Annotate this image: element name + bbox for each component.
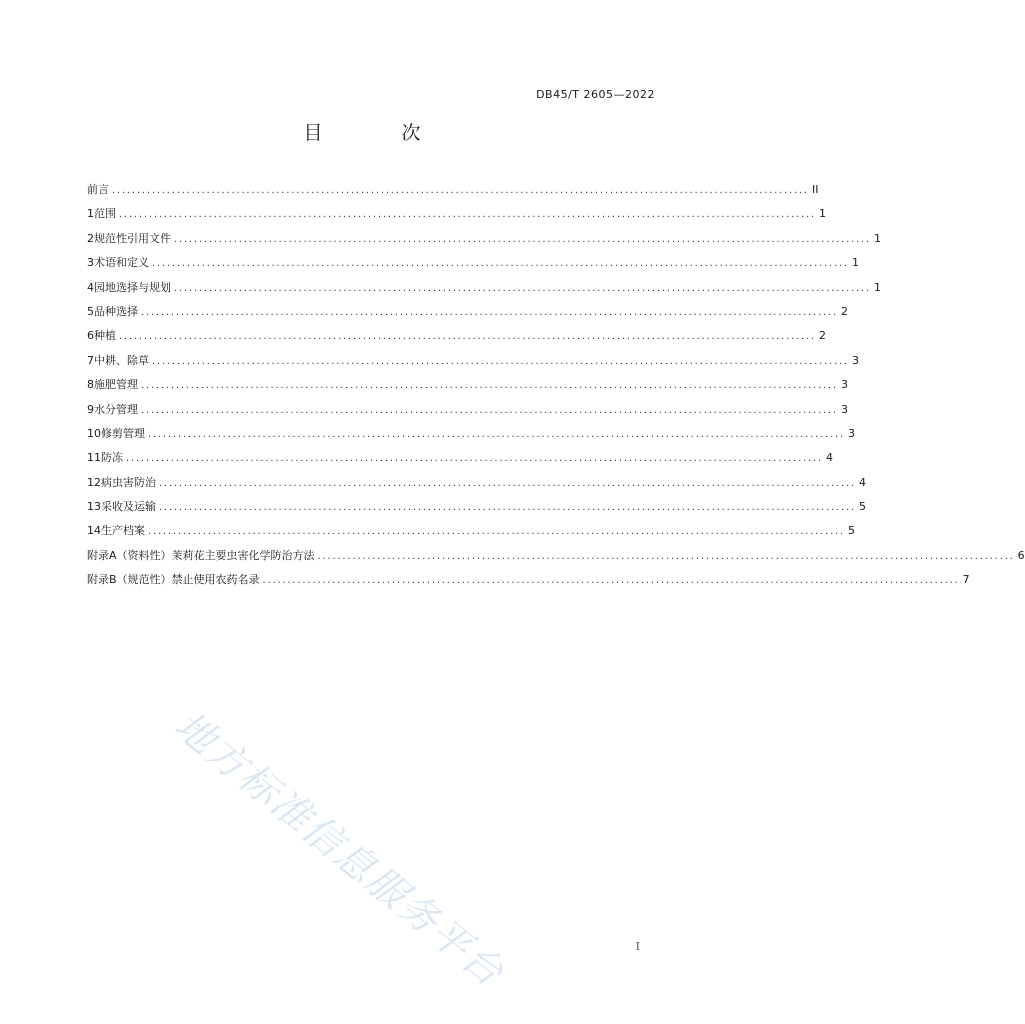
toc-entry[interactable]	[87, 571, 970, 595]
toc-entry[interactable]	[87, 303, 849, 327]
toc-leader-dots: ............................................................................................................................................	[119, 331, 817, 343]
toc-entry-number: 10	[87, 426, 101, 440]
toc-entry-page: 2	[841, 304, 849, 318]
toc-entry-label: 范围	[94, 207, 116, 221]
toc-entry-number: 3	[87, 256, 94, 270]
toc-title: 目 次	[303, 122, 451, 144]
toc-entry[interactable]	[87, 327, 827, 351]
toc-entry-page: 4	[826, 451, 834, 465]
toc-leader-dots: ............................................................................................................................................	[141, 404, 839, 416]
toc-entry-label: 病虫害防治	[101, 475, 156, 489]
toc-leader-dots: ............................................................................................................................................	[152, 258, 850, 270]
toc-entry-page: 7	[962, 573, 970, 587]
toc-leader-dots: ............................................................................................................................................	[141, 380, 839, 392]
toc-entry-number: 附录A（资料性）	[87, 548, 172, 562]
toc-entry-page: 3	[841, 402, 849, 416]
toc-leader-dots: ............................................................................................................................................	[112, 185, 810, 196]
toc-entry-label: 园地选择与规划	[94, 280, 171, 294]
toc-entry-page: II	[812, 183, 819, 196]
toc-entry-page: 3	[852, 353, 860, 367]
toc-leader-dots: ............................................................................................................................................	[174, 282, 872, 294]
toc-entry[interactable]	[87, 522, 856, 546]
toc-entry[interactable]	[87, 425, 856, 449]
toc-entry[interactable]	[87, 352, 860, 376]
toc-entry-number: 附录B（规范性）	[87, 573, 172, 587]
toc-entry-page: 1	[874, 231, 882, 245]
toc-leader-dots: ............................................................................................................................................	[317, 550, 1015, 562]
toc-leader-dots: ............................................................................................................................................	[159, 502, 857, 514]
toc-leader-dots: ............................................................................................................................................	[262, 575, 960, 587]
toc-entry-label: 水分管理	[94, 402, 138, 416]
toc-entry[interactable]	[87, 547, 1025, 571]
toc-entry-label: 种植	[94, 329, 116, 343]
toc-entry-number: 11	[87, 451, 101, 465]
toc-entry-label: 术语和定义	[94, 256, 149, 270]
toc-entry-label: 修剪管理	[101, 426, 145, 440]
toc-entry-label: 茉莉花主要虫害化学防治方法	[171, 548, 315, 562]
toc-entry-page: 3	[841, 378, 849, 392]
toc-entry-number: 1	[87, 207, 94, 221]
toc-leader-dots: ............................................................................................................................................	[119, 209, 817, 221]
toc-entry-page: 2	[819, 329, 827, 343]
toc-entry-page: 4	[859, 475, 867, 489]
toc-entry-label: 生产档案	[101, 524, 145, 538]
toc-entry-number: 6	[87, 329, 94, 343]
toc-entry-label: 禁止使用农药名录	[171, 573, 260, 587]
toc-entry-number: 2	[87, 231, 94, 245]
toc-entry-page: 6	[1017, 548, 1025, 562]
toc-entry-number: 12	[87, 475, 101, 489]
toc-leader-dots: ............................................................................................................................................	[141, 306, 839, 318]
toc-entry-number: 4	[87, 280, 94, 294]
toc-entry[interactable]	[87, 449, 834, 473]
toc-entry-page: 1	[874, 280, 882, 294]
toc-leader-dots: ............................................................................................................................................	[152, 355, 850, 367]
toc-entry-number: 8	[87, 378, 94, 392]
footer-page-number: I	[635, 940, 640, 953]
toc-entry-page: 5	[848, 524, 856, 538]
toc-entry[interactable]	[87, 498, 867, 522]
toc-entry-label: 前言	[87, 183, 109, 196]
toc-leader-dots: ............................................................................................................................................	[159, 477, 857, 489]
toc-entry-page: 1	[819, 207, 827, 221]
toc-entry[interactable]	[87, 181, 819, 205]
toc-entry-number: 13	[87, 500, 101, 514]
toc-entry-number: 7	[87, 353, 94, 367]
toc-entry-label: 防冻	[101, 451, 123, 465]
toc-leader-dots: ............................................................................................................................................	[148, 526, 846, 538]
toc-leader-dots: ............................................................................................................................................	[174, 233, 872, 245]
toc-entry-label: 品种选择	[94, 304, 138, 318]
toc-entry[interactable]	[87, 376, 849, 400]
watermark: 地方标准信息服务平台	[165, 703, 513, 997]
toc-entry[interactable]	[87, 254, 860, 278]
toc-entry-label: 中耕、除草	[94, 353, 149, 367]
toc-leader-dots: ............................................................................................................................................	[148, 428, 846, 440]
toc-entry[interactable]	[87, 401, 849, 425]
toc-entry[interactable]	[87, 279, 882, 303]
table-of-contents	[87, 181, 1025, 596]
toc-entry-number: 5	[87, 304, 94, 318]
toc-entry-page: 1	[852, 256, 860, 270]
toc-entry-number: 14	[87, 524, 101, 538]
document-code: DB45/T 2605—2022	[536, 88, 655, 101]
toc-entry-page: 3	[848, 426, 856, 440]
toc-entry[interactable]	[87, 230, 882, 254]
toc-entry[interactable]	[87, 474, 867, 498]
toc-entry[interactable]	[87, 205, 827, 229]
toc-entry-number: 9	[87, 402, 94, 416]
toc-entry-label: 规范性引用文件	[94, 231, 171, 245]
toc-entry-page: 5	[859, 500, 867, 514]
toc-entry-label: 施肥管理	[94, 378, 138, 392]
toc-leader-dots: ............................................................................................................................................	[126, 453, 824, 465]
toc-entry-label: 采收及运输	[101, 500, 156, 514]
